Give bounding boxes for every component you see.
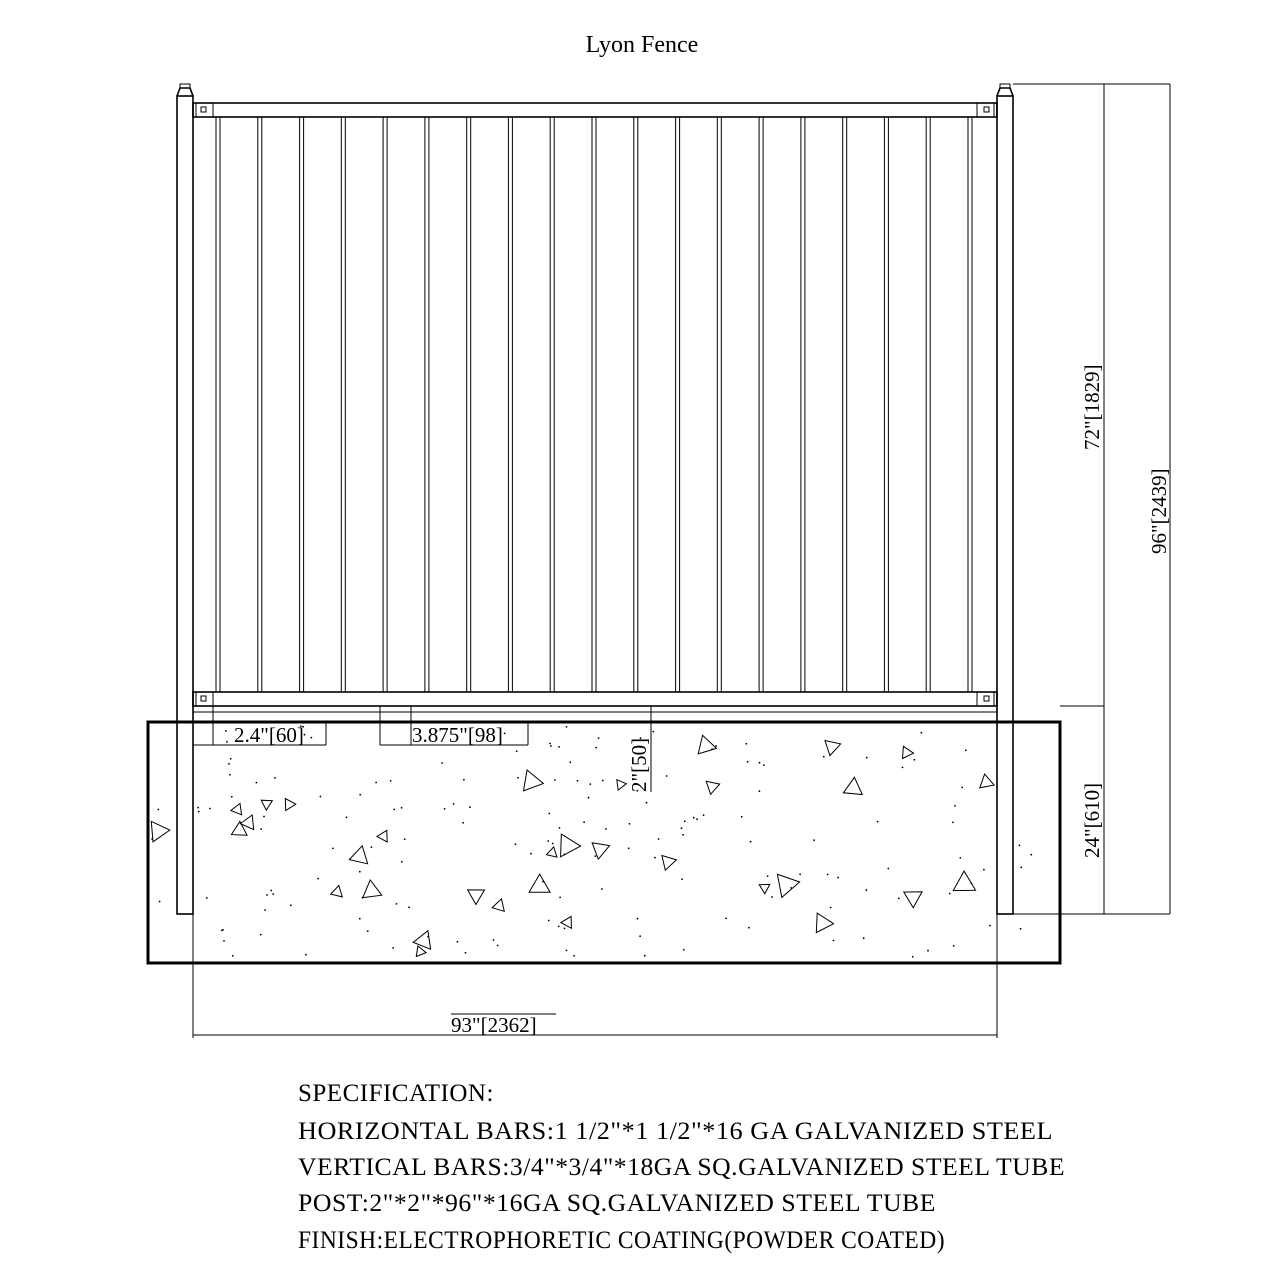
dim-post-height bbox=[1147, 84, 1171, 914]
spec-line-finish: FINISH:ELECTROPHORETIC COATING(POWDER COATED) bbox=[298, 1227, 945, 1254]
picket bbox=[801, 117, 805, 692]
spec-heading: SPECIFICATION: bbox=[298, 1080, 494, 1107]
picket bbox=[508, 117, 512, 692]
dim-overall-width bbox=[193, 914, 997, 1038]
picket bbox=[717, 117, 721, 692]
picket bbox=[341, 117, 345, 692]
concrete-footing bbox=[148, 722, 1060, 963]
picket bbox=[759, 117, 763, 692]
dim-overall-width-label: 93"[2362] bbox=[451, 1013, 537, 1037]
dim-footing-depth bbox=[1080, 783, 1104, 858]
spec-line-post: POST:2"*2"*96"*16GA SQ.GALVANIZED STEEL TUBE bbox=[298, 1190, 936, 1217]
picket bbox=[884, 117, 888, 692]
picket bbox=[676, 117, 680, 692]
spec-line-horizontal-bars: HORIZONTAL BARS:1 1/2"*1 1/2"*16 GA GALVANIZED STEEL bbox=[298, 1118, 1053, 1145]
dim-post-height-label: 96"[2439] bbox=[1147, 468, 1171, 554]
picket bbox=[634, 117, 638, 692]
top-rail bbox=[193, 103, 997, 117]
picket bbox=[843, 117, 847, 692]
vertical-pickets bbox=[216, 117, 972, 692]
dim-bottom-clearance bbox=[627, 706, 651, 792]
dim-panel-height-label: 72"[1829] bbox=[1080, 364, 1104, 450]
picket bbox=[258, 117, 262, 692]
picket bbox=[425, 117, 429, 692]
picket bbox=[592, 117, 596, 692]
concrete-speckles bbox=[151, 725, 1032, 957]
left-post bbox=[177, 84, 193, 914]
right-post bbox=[997, 84, 1013, 914]
picket bbox=[300, 117, 304, 692]
picket bbox=[550, 117, 554, 692]
dim-footing-depth-label: 24"[610] bbox=[1080, 782, 1104, 858]
dim-post-offset-label: 2.4"[60] bbox=[234, 723, 304, 747]
bottom-rail bbox=[193, 692, 997, 706]
dim-bottom-clearance-label: 2"[50] bbox=[627, 737, 651, 792]
specification-block bbox=[298, 1080, 1065, 1254]
drawing-title: Lyon Fence bbox=[585, 32, 699, 58]
picket bbox=[383, 117, 387, 692]
picket bbox=[926, 117, 930, 692]
dim-picket-spacing-label: 3.875"[98] bbox=[412, 723, 503, 747]
picket bbox=[968, 117, 972, 692]
spec-line-vertical-bars: VERTICAL BARS:3/4"*3/4"*18GA SQ.GALVANIZED STEEL TUBE bbox=[298, 1154, 1065, 1181]
picket bbox=[467, 117, 471, 692]
picket bbox=[216, 117, 220, 692]
